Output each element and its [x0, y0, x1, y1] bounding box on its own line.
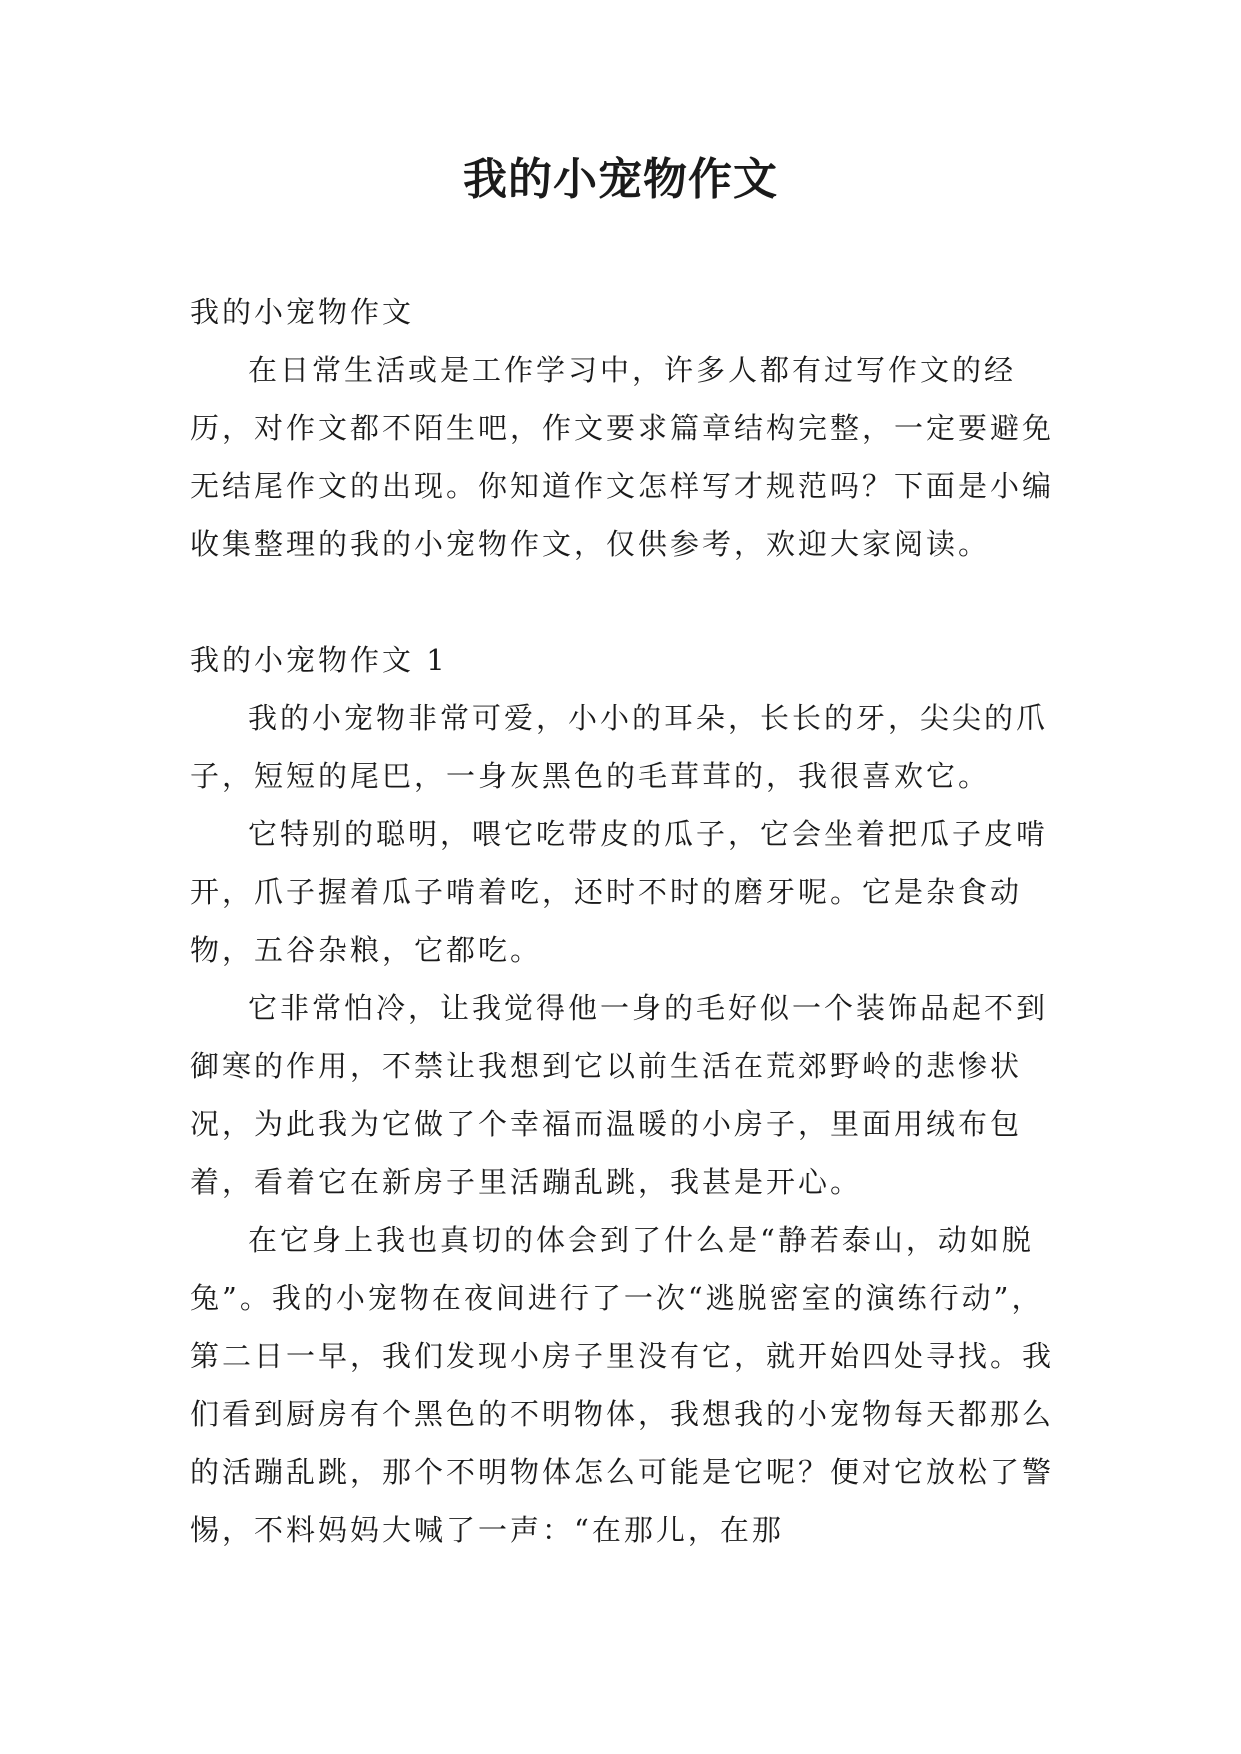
document-body	[190, 283, 1056, 1559]
document-subtitle: 我的小宠物作文	[190, 295, 415, 329]
section-heading: 我的小宠物作文 1	[190, 643, 448, 677]
body-paragraph-3: 它非常怕冷，让我觉得他一身的毛好似一个装饰品起不到御寒的作用，不禁让我想到它以前生活在荒郊野岭的悲惨状况，为此我为它做了个幸福而温暖的小房子，里面用绒布包着，看着它在新房子里活蹦乱跳，我甚是开心。	[190, 991, 1049, 1199]
intro-paragraph: 在日常生活或是工作学习中，许多人都有过写作文的经历，对作文都不陌生吧，作文要求篇章结构完整，一定要避免无结尾作文的出现。你知道作文怎样写才规范吗？下面是小编收集整理的我的小宠物作文，仅供参考，欢迎大家阅读。	[190, 353, 1055, 561]
body-paragraph-1: 我的小宠物非常可爱，小小的耳朵，长长的牙，尖尖的爪子，短短的尾巴，一身灰黑色的毛茸茸的，我很喜欢它。	[190, 701, 1049, 793]
body-paragraph-4: 在它身上我也真切的体会到了什么是“静若泰山，动如脱兔”。我的小宠物在夜间进行了一次“逃脱密室的演练行动”，第二日一早，我们发现小房子里没有它，就开始四处寻找。我们看到厨房有个黑色的不明物体，我想我的小宠物每天都那么的活蹦乱跳，那个不明物体怎么可能是它呢？便对它放松了警惕，不料妈妈大喊了一声：“在那儿，在那	[190, 1223, 1055, 1547]
body-paragraph-2: 它特别的聪明，喂它吃带皮的瓜子，它会坐着把瓜子皮啃开，爪子握着瓜子啃着吃，还时不时的磨牙呢。它是杂食动物，五谷杂粮，它都吃。	[190, 817, 1049, 967]
document-title: 我的小宠物作文	[463, 154, 778, 205]
paragraph-gap	[190, 573, 1056, 631]
